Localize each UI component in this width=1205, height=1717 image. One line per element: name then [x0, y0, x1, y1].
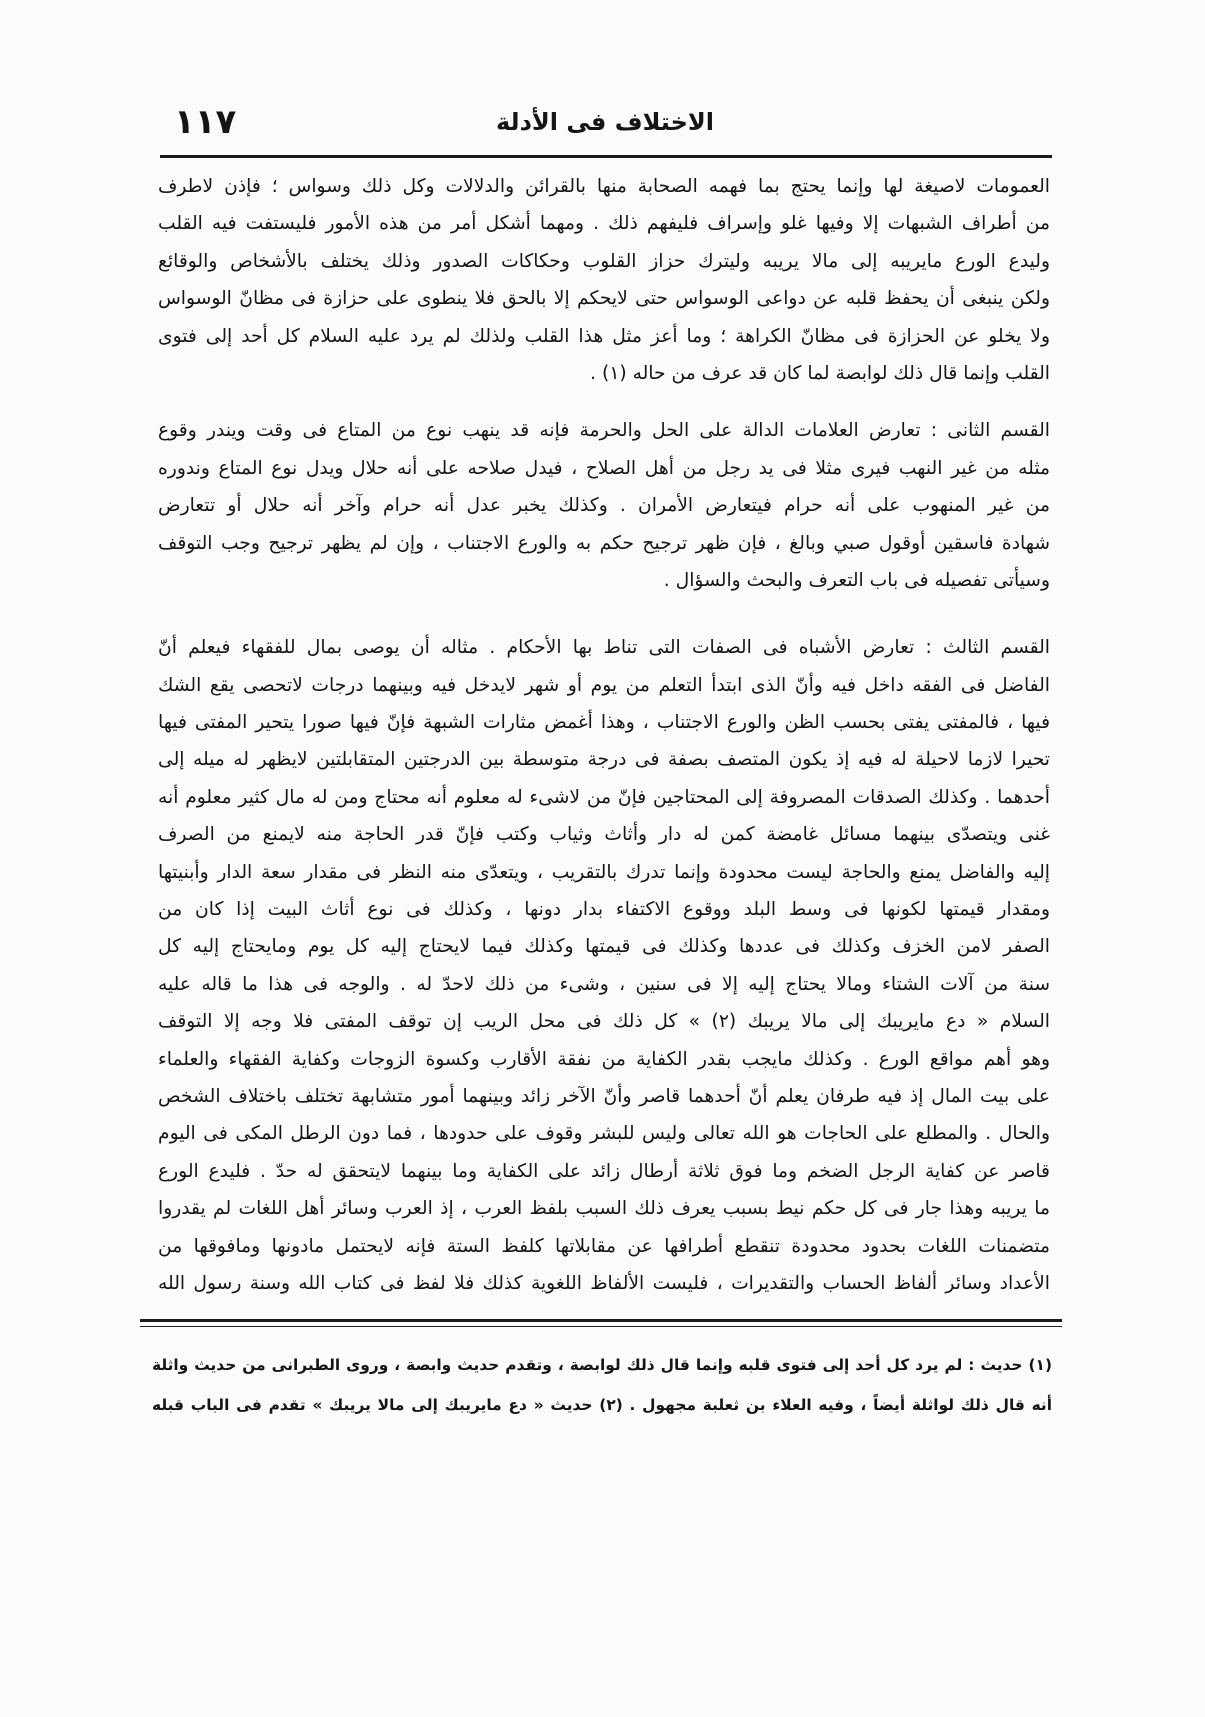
text-line	[158, 928, 1050, 965]
text-line	[158, 741, 1050, 778]
line-text: السلام « دع مايريبك إلى مالا يريبك (٢) » كل ذلك فى محل الريب إن توقف المفتى فلا وجه إلا التوقف	[158, 1011, 1050, 1033]
line-text: الأعداد وسائر ألفاظ الحساب والتقديرات ، فليست الألفاظ اللغوية كذلك فلا لفظ فى كتاب الله وسنة رسول الله	[158, 1272, 1050, 1294]
page-header	[160, 100, 1050, 152]
line-text: شهادة فاسقين أوقول صبي وبالغ ، فإن ظهر ترجيح حكم به والورع الاجتناب ، وإن لم يظهر ترجيح وجب التوقف	[158, 532, 1050, 554]
text-line	[158, 1265, 1050, 1302]
text-line	[158, 412, 1050, 449]
line-text: أحدهما . وكذلك الصدقات المصروفة إلى المحتاجين فإنّ من لاشىء له معلوم أنه محتاج ومن له مال كثير معلوم أنه	[158, 786, 1050, 808]
line-text: العمومات لاصيغة لها وإنما يحتج بما فهمه الصحابة منها بالقرائن والدلالات وكل ذلك وسواس ؛ فإذن لاطرف	[158, 176, 1050, 197]
line-text: فيها ، فالمفتى يفتى بحسب الظن والورع الاجتناب ، وهذا أغمض مثارات الشبهة فإنّ فيها صورا يتحير المفتى فيها	[158, 712, 1050, 734]
text-line	[158, 355, 1050, 392]
text-line	[158, 891, 1050, 928]
header-rule	[160, 155, 1052, 158]
line-text: القسم الثالث : تعارض الأشباه فى الصفات التى تناط بها الأحكام . مثاله أن يوصى بمال للفقهاء فيعلم أنّ	[158, 637, 1050, 659]
footnote-line	[152, 1345, 1052, 1385]
line-text: الفاضل فى الفقه داخل فيه وأنّ الذى ابتدأ التعلم من يوم أو شهر لايدخل فيه وبينهما درجات لاتحصى يقع الشك	[158, 674, 1050, 696]
footnotes	[152, 1345, 1052, 1425]
paragraph	[158, 168, 1050, 392]
line-text: سنة من آلات الشتاء ومالا يحتاج إليه إلا فى سنين ، وشىء من ذلك لاحدّ له . والوجه فى هذا ما قاله عليه	[158, 973, 1050, 995]
line-text: وهو أهم مواقع الورع . وكذلك مايجب بقدر الكفاية من نفقة الأقارب وكسوة الزوجات وكفاية الفقهاء والعلماء	[158, 1048, 1050, 1070]
footnote-text: أنه قال ذلك لواثلة أيضاً ، وفيه العلاء بن ثعلبة مجهول . (٢) حديث « دع مايريبك إلى مالا يريبك » تقدم فى الباب قبله	[152, 1396, 1052, 1414]
text-line	[158, 1115, 1050, 1152]
text-line	[158, 243, 1050, 280]
text-line	[158, 779, 1050, 816]
line-text: غنى ويتصدّى بينهما مسائل غامضة كمن له دار وأثاث وثياب وكتب فإنّ قدر الحاجة منه لايمنع من الصرف	[158, 824, 1050, 846]
text-line	[158, 1041, 1050, 1078]
line-text: إليه والفاضل يمنع والحاجة ليست محدودة وإنما تدرك بالتقريب ، ويتعدّى منه النظر فى مقدار سعة الدار وأبنيتها	[158, 861, 1050, 883]
text-line	[158, 629, 1050, 666]
line-text: ولا يخلو عن الحزازة فى مظانّ الكراهة ؛ وما أعز مثل هذا القلب ولذلك لم يرد عليه السلام كل أحد إلى فتوى	[158, 325, 1050, 347]
text-line	[158, 450, 1050, 487]
text-line	[158, 1003, 1050, 1040]
line-text: تحيرا لازما لاحيلة له فيه إذ يكون المتصف بصفة فى درجة متوسطة بين الدرجتين المتقابلتين لايظهر له ميله إلى	[158, 749, 1050, 771]
text-line	[158, 205, 1050, 242]
footnote-rule	[140, 1319, 1062, 1322]
text-line	[158, 318, 1050, 355]
line-text: متضمنات اللغات بحدود محدودة تنقطع أطرافها عن مقابلاتها كلفظ الستة فإنه لايحتمل مادونها ومافوقها من	[158, 1235, 1050, 1257]
line-text: على بيت المال إذ فيه طرفان يعلم أنّ أحدهما قاصر وأنّ الآخر زائد وبينهما أمور متشابهة تختلف باختلاف الشخص	[158, 1085, 1050, 1107]
text-line	[158, 816, 1050, 853]
line-text: ولكن ينبغى أن يحفظ قلبه عن دواعى الوسواس حتى لايحكم إلا بالحق فلا ينطوى على حزازة فى مظانّ الوسواس	[158, 288, 1050, 310]
text-line	[158, 1190, 1050, 1227]
text-line	[158, 1153, 1050, 1190]
text-line	[158, 280, 1050, 317]
text-line	[158, 667, 1050, 704]
footnote-text: (١) حديث : لم يرد كل أحد إلى فتوى قلبه وإنما قال ذلك لوابصة ، وتقدم حديث وابصة ، وروى الطبرانى من حديث واثلة	[152, 1356, 1052, 1374]
line-text: القسم الثانى : تعارض العلامات الدالة على الحل والحرمة فإنه قد ينهب نوع من المتاع فى وقت ويندر وقوع	[158, 420, 1050, 442]
footnote-rule-thin	[140, 1326, 1062, 1327]
text-line	[158, 168, 1050, 205]
line-text: ما يريبه وهذا جار فى كل حكم نيط بسبب يعرف ذلك السبب بلفظ العرب ، إذ العرب وسائر أهل اللغات لم يقدروا	[158, 1198, 1050, 1220]
line-text: القلب وإنما قال ذلك لوابصة لما كان قد عرف من حاله (١) .	[590, 362, 1050, 384]
running-title: الاختلاف فى الأدلة	[496, 108, 714, 136]
body-text	[158, 168, 1050, 1302]
line-text: من غير المنهوب على أنه حرام فيتعارض الأمران . وكذلك يخبر عدل أنه حرام وآخر أنه حلال أو تتعارض	[158, 495, 1050, 517]
line-text: من أطراف الشبهات إلا وفيها غلو وإسراف فليفهم ذلك . ومهما أشكل أمر من هذه الأمور فليستفت فيه القلب	[158, 213, 1050, 235]
line-text: قاصر عن كفاية الرجل الضخم وما فوق ثلاثة أرطال زائد على الكفاية وما بينهما لايتحقق له حدّ . فليدع الورع	[158, 1160, 1050, 1182]
text-line	[158, 562, 1050, 599]
line-text: مثله من غير النهب فيرى مثلا فى يد رجل من أهل الصلاح ، فيدل صلاحه على أنه حلال ويدل نوع المتاع وندوره	[158, 457, 1050, 479]
text-line	[158, 1228, 1050, 1265]
paragraph	[158, 629, 1050, 1302]
line-text: ومقدار قيمتها لكونها فى وسط البلد ووقوع الاكتفاء بدار دونها ، وكذلك فى نوع أثاث البيت إذا كان من	[158, 899, 1050, 921]
paragraph	[158, 412, 1050, 599]
line-text: والحال . والمطلع على الحاجات هو الله تعالى وليس للبشر وقوف على حدودها ، فما دون الرطل المكى فى اليوم	[158, 1123, 1050, 1145]
text-line	[158, 1078, 1050, 1115]
text-line	[158, 525, 1050, 562]
line-text: وسيأتى تفصيله فى باب التعرف والبحث والسؤال .	[663, 569, 1050, 591]
footnote-line	[152, 1385, 1052, 1425]
line-text: وليدع الورع مايريبه إلى مالا يريبه وليترك حزاز القلوب وحكاكات الصدور وذلك يختلف بالأشخاص والوقائع	[158, 250, 1050, 272]
text-line	[158, 487, 1050, 524]
text-line	[158, 966, 1050, 1003]
page-number: ١١٧	[174, 102, 237, 142]
text-line	[158, 854, 1050, 891]
text-line	[158, 704, 1050, 741]
line-text: الصفر لامن الخزف وكذلك فى عددها وكذلك فى قيمتها وكذلك فيما لايحتاج إليه كل يوم ومايحتاج إليه كل	[158, 936, 1050, 958]
